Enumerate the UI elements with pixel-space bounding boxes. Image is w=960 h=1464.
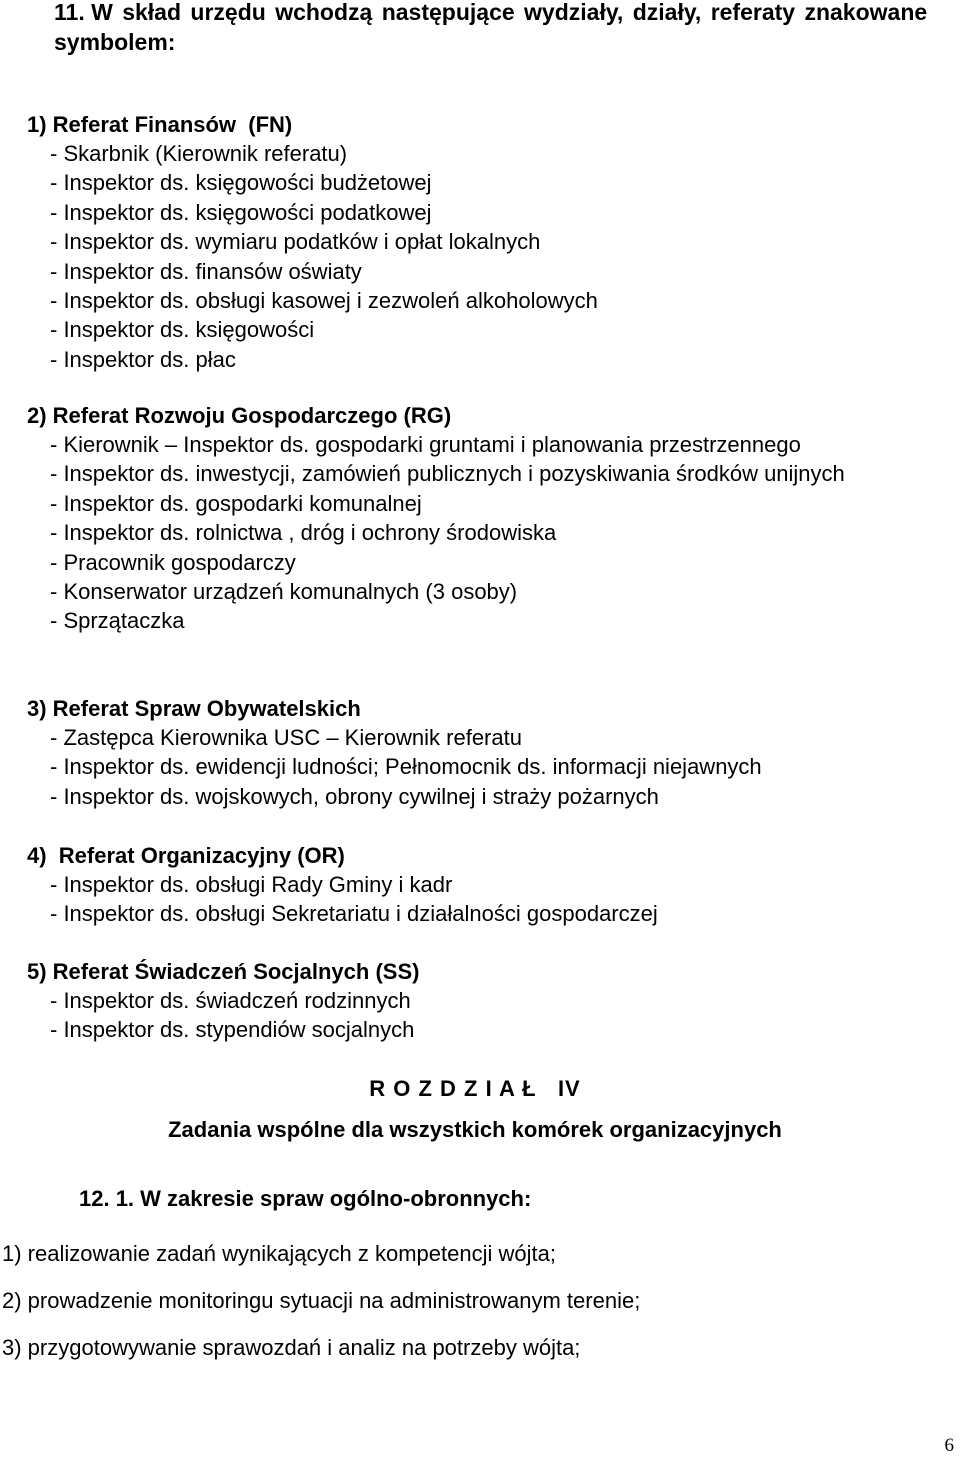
list-item: - Inspektor ds. ewidencji ludności; Pełnomocnik ds. informacji niejawnych — [50, 754, 762, 780]
list-item: - Inspektor ds. świadczeń rodzinnych — [50, 988, 411, 1013]
chapter-label: R O Z D Z I A Ł IV — [369, 1076, 581, 1101]
chapter-subtitle-block — [0, 1117, 950, 1143]
list-item: 2) prowadzenie monitoringu sytuacji na administrowanym terenie; — [2, 1288, 641, 1313]
department-items — [0, 139, 950, 374]
department-title: 1) Referat Finansów (FN) — [27, 112, 293, 137]
list-item: - Inspektor ds. obsługi Sekretariatu i działalności gospodarczej — [50, 901, 658, 927]
section-12-list — [2, 1239, 942, 1380]
department-items — [0, 986, 950, 1045]
list-item: - Inspektor ds. wojskowych, obrony cywilnej i straży pożarnych — [50, 783, 659, 809]
list-item: - Pracownik gospodarczy — [50, 549, 296, 575]
chapter-heading — [0, 1076, 950, 1102]
list-item: - Inspektor ds. księgowości podatkowej — [50, 199, 432, 225]
department-block — [0, 841, 950, 929]
section-11-symbol: 11. — [54, 0, 85, 25]
list-item: - Konserwator urządzeń komunalnych (3 osoby) — [50, 579, 518, 605]
department-title: 5) Referat Świadczeń Socjalnych (SS) — [27, 959, 420, 984]
list-item: - Inspektor ds. wymiaru podatków i opłat lokalnych — [50, 229, 541, 255]
list-item: - Inspektor ds. inwestycji, zamówień publicznych i pozyskiwania środków unijnych — [50, 461, 845, 487]
page-number: 6 — [944, 1435, 954, 1456]
department-block — [0, 110, 950, 374]
chapter-subtitle: Zadania wspólne dla wszystkich komórek organizacyjnych — [168, 1117, 782, 1142]
department-title: 4) Referat Organizacyjny (OR) — [27, 843, 345, 868]
section-11-heading — [0, 0, 950, 57]
section-12-heading: 12. 1. W zakresie spraw ogólno-obronnych: — [79, 1186, 532, 1211]
department-title: 2) Referat Rozwoju Gospodarczego (RG) — [27, 403, 452, 428]
list-item: 1) realizowanie zadań wynikających z kompetencji wójta; — [2, 1241, 556, 1266]
list-item: - Inspektor ds. stypendiów socjalnych — [50, 1017, 415, 1043]
department-items — [0, 723, 950, 811]
list-item: - Inspektor ds. obsługi Rady Gminy i kadr — [50, 872, 453, 897]
list-item: - Inspektor ds. finansów oświaty — [50, 258, 362, 284]
list-item: - Skarbnik (Kierownik referatu) — [50, 141, 348, 166]
list-item: - Sprzątaczka — [50, 608, 185, 634]
department-title: 3) Referat Spraw Obywatelskich — [27, 696, 361, 721]
department-block — [0, 694, 950, 811]
list-item: - Inspektor ds. księgowości budżetowej — [50, 170, 432, 196]
department-items — [0, 870, 950, 929]
department-block — [0, 957, 950, 1045]
list-item: - Inspektor ds. gospodarki komunalnej — [50, 490, 422, 516]
department-block — [0, 401, 950, 636]
list-item: - Kierownik – Inspektor ds. gospodarki gruntami i planowania przestrzennego — [50, 432, 801, 457]
department-items — [0, 430, 950, 636]
section-11-title: W skład urzędu wchodzą następujące wydziały, działy, referaty znakowane symbolem: — [54, 0, 928, 55]
list-item: - Inspektor ds. obsługi kasowej i zezwoleń alkoholowych — [50, 288, 598, 314]
list-item: - Inspektor ds. księgowości — [50, 317, 315, 343]
section-12 — [0, 1184, 950, 1213]
list-item: - Inspektor ds. rolnictwa , dróg i ochrony środowiska — [50, 520, 557, 546]
list-item: - Inspektor ds. płac — [50, 346, 236, 372]
list-item: 3) przygotowywanie sprawozdań i analiz na potrzeby wójta; — [2, 1335, 581, 1360]
list-item: - Zastępca Kierownika USC – Kierownik referatu — [50, 725, 522, 750]
